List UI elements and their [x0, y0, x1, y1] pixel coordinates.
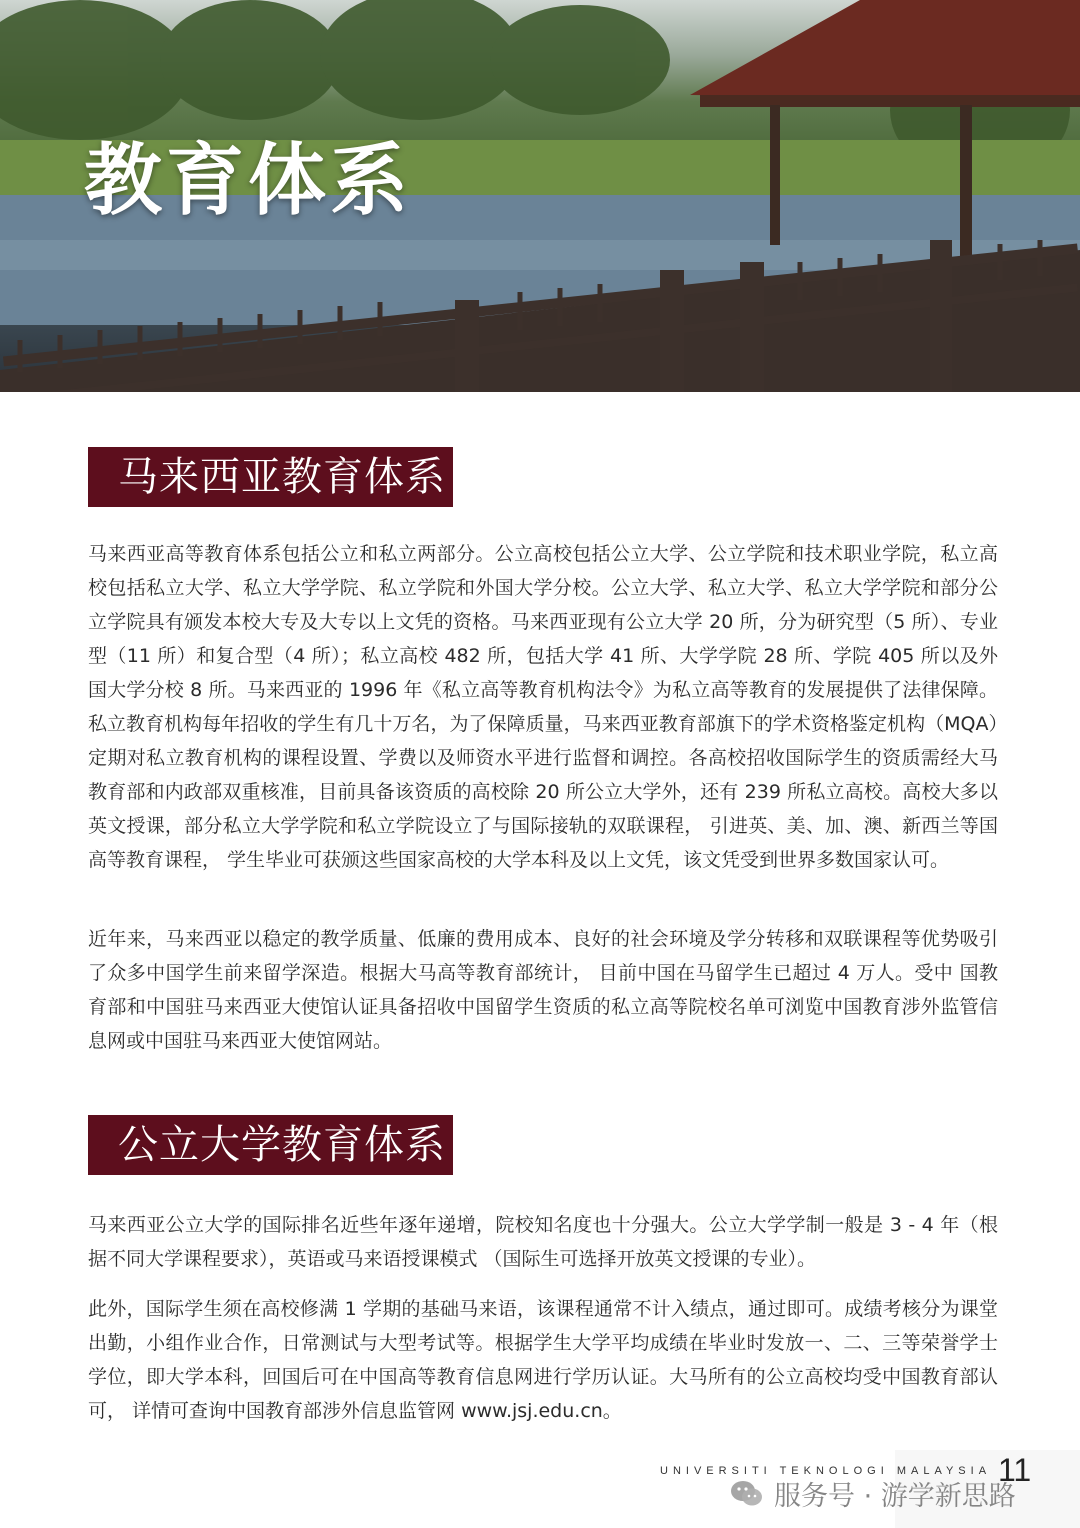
hero-banner	[0, 0, 1080, 392]
paragraph-malaysia-overview: 马来西亚高等教育体系包括公立和私立两部分。公立高校包括公立大学、公立学院和技术职业学院，私立高校包括私立大学、私立大学学院、私立学院和外国大学分校。公立大学、私立大学、私立大学学院和部分公立学院具有颁发本校大专及大专以上文凭的资格。马来西亚现有公立大学 20 所，分为研究型（5 所）、专业型（11 所）和复合型（4 所）；私立高校 482 所，包括大学 41 所、大学学院 28 所、学院 405 所以及外国大学分校 8 所。马来西亚的 1996 年《私立高等教育机构法令》为私立高等教育的发展提供了法律保障。私立教育机构每年招收的学生有几十万名，为了保障质量，马来西亚教育部旗下的学术资格鉴定机构（MQA）定期对私立教育机构的课程设置、学费以及师资水平进行监督和调控。各高校招收国际学生的资质需经大马教育部和内政部双重核准，目前具备该资质的高校除 20 所公立大学外，还有 239 所私立高校。高校大多以英文授课，部分私立大学学院和私立学院设立了与国际接轨的双联课程， 引进英、美、加、澳、新西兰等国高等教育课程， 学生毕业可获颁这些国家高校的大学本科及以上文凭，该文凭受到世界多数国家认可。	[88, 543, 998, 871]
section-heading-public-university: 公立大学教育体系	[88, 1115, 453, 1175]
watermark-text: 服务号 · 游学新思路	[774, 1481, 1016, 1512]
section-heading-malaysia-education: 马来西亚教育体系	[88, 447, 453, 507]
footer-university-name: UNIVERSITI TEKNOLOGI MALAYSIA	[660, 1465, 992, 1477]
paragraph-public-university-overview: 马来西亚公立大学的国际排名近些年逐年递增，院校知名度也十分强大。公立大学学制一般是 3 - 4 年（根据不同大学课程要求），英语或马来语授课模式 （国际生可选择开放英文授课的专业）。	[88, 1214, 998, 1270]
wechat-icon	[730, 1479, 764, 1509]
watermark	[730, 1474, 1016, 1513]
page-number: 11	[998, 1452, 1032, 1488]
paragraph-chinese-students: 近年来，马来西亚以稳定的教学质量、低廉的费用成本、良好的社会环境及学分转移和双联课程等优势吸引了众多中国学生前来留学深造。根据大马高等教育部统计， 目前中国在马留学生已超过 4 万人。受中 国教育部和中国驻马来西亚大使馆认证具备招收中国留学生资质的私立高等院校名单可浏览中国教育涉外监管信息网或中国驻马来西亚大使馆网站。	[88, 928, 998, 1052]
paragraph-malay-language-requirement: 此外，国际学生须在高校修满 1 学期的基础马来语，该课程通常不计入绩点，通过即可。成绩考核分为课堂出勤，小组作业合作，日常测试与大型考试等。根据学生大学平均成绩在毕业时发放一、二、三等荣誉学士学位，即大学本科，回国后可在中国高等教育信息网进行学历认证。大马所有的公立高校均受中国教育部认可， 详情可查询中国教育部涉外信息监管网 www.jsj.edu.cn。	[88, 1298, 998, 1422]
page-title: 教育体系	[84, 136, 413, 226]
